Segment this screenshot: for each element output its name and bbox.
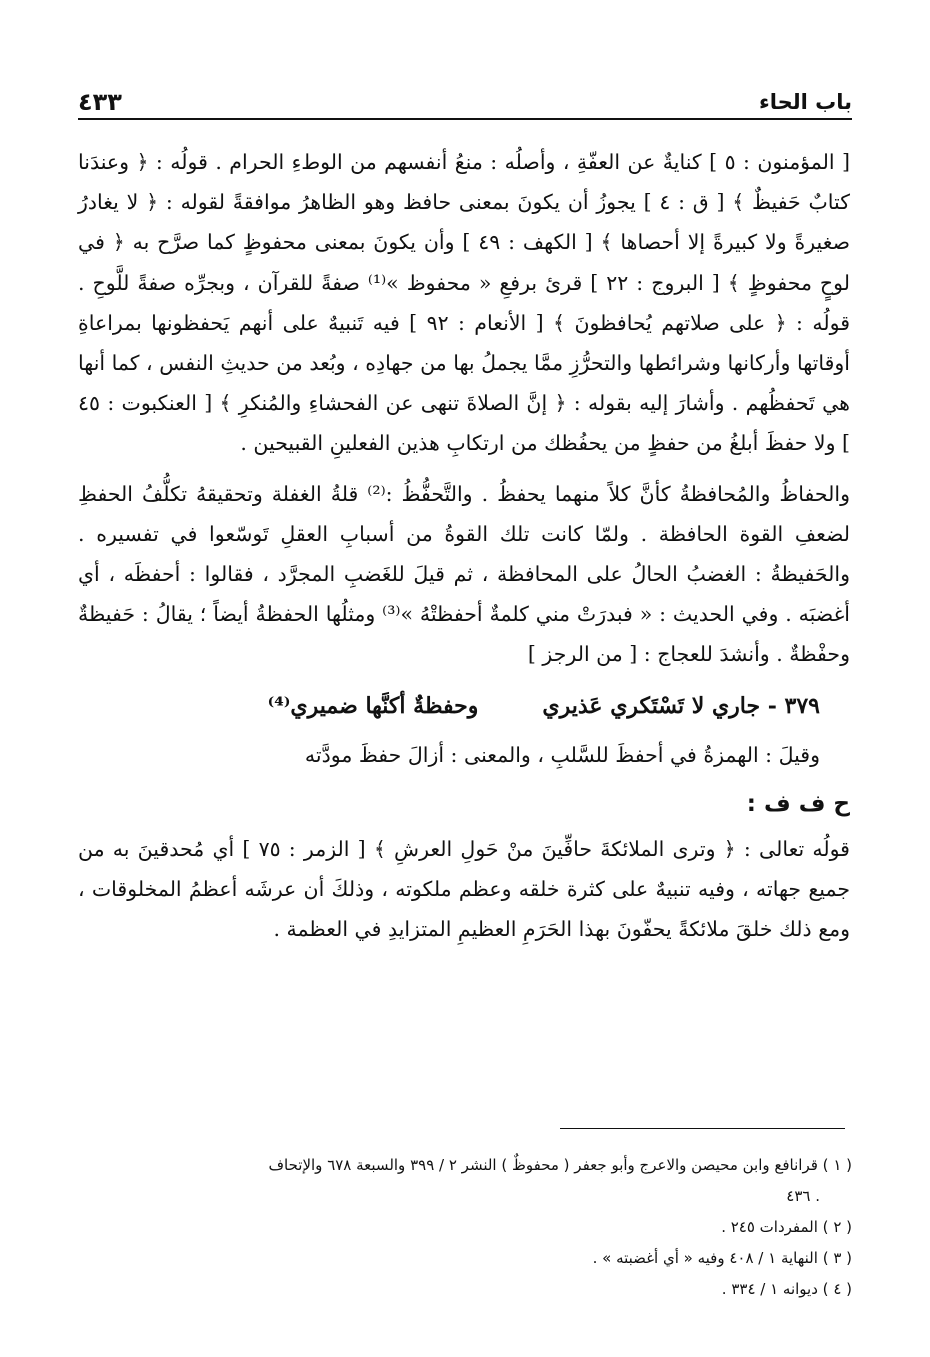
footnote-1-continuation: . ٤٣٦ [786, 1187, 820, 1205]
verse-second-hemistich: وحفظةٌ أكنَّها ضميري⁽⁴⁾ [267, 692, 479, 719]
verse-first-hemistich: ٣٧٩ - جاري لا تَسْتَكري عَذيري [542, 692, 820, 719]
page-number: ٤٣٣ [78, 88, 122, 116]
paragraph-3: قولُه تعالى : ﴿ وترى الملائكةَ حافِّينَ منْ حَولِ العرشِ ﴾ [ الزمر : ٧٥ ] أي مُحدقينَ به من جميع جهاته ، وفيه تنبيهٌ على كثرة خلقه وعظم ملكوته ، وذلكَ أن عرشَه أعظمُ المخلوقات ، ومع ذلك خلقَ ملائكةً يحفّونَ بهذا الحَرَمِ العظيمِ المتزايدِ في العظمة . [78, 836, 850, 942]
paragraph-1: [ المؤمنون : ٥ ] كنايةٌ عن العفّةِ ، وأصلُه : منعُ أنفسهم من الوطءِ الحرام . قولُه : ﴿ وعندَنا كتابٌ حَفيظٌ ﴾ [ ق : ٤ ] يجوزُ أن يكونَ بمعنى حافظ وهو الظاهرُ موافقةً لقوله : ﴿ لا يغادرُ صغيرةً ولا كبيرةً إلا أحصاها ﴾ [ الكهف : ٤٩ ] وأن يكونَ بمعنى محفوظٍ كما صرَّح به ﴿ في لوحٍ محفوظٍ ﴾ [ البروج : ٢٢ ] قرئ برفعِ « محفوظ »⁽¹⁾ صفةً للقرآن ، وبجرِّه صفةً للَّوحِ . قولُه : ﴿ على صلاتهم يُحافظونَ ﴾ [ الأنعام : ٩٢ ] فيه تَنبيهٌ على أنهم يَحفظونها بمراعاةِ أوقاتها وأركانها وشرائطها والتحرُّزِ ممَّا يجملُ بها من جهادِه ، وبُعد من حديثِ النفس ، كما أنها هي تَحفظُهم . وأشارَ إليه بقوله : ﴿ إنَّ الصلاةَ تنهى عن الفحشاءِ والمُنكرِ ﴾ [ العنكبوت : ٤٥ ] ولا حفظَ أبلغُ من حفظٍ من يحفُظك من ارتكابِ هذين الفعلينِ القبيحين . [78, 150, 851, 456]
footnotes [78, 1150, 852, 1305]
footnote-2: ( ٢ ) المفردات ٢٤٥ . [721, 1218, 852, 1236]
chapter-title: باب الحاء [758, 90, 852, 114]
poetry-verse [78, 683, 820, 729]
section-heading: ح ف ف : [746, 790, 850, 817]
paragraph-2: والحفاظُ والمُحافظةُ كأنَّ كلاً منهما يحفظُ . والتَّحفُّظُ :⁽²⁾ قلةُ الغفلة وتحقيقهُ تكلُّفُ الحفظِ لضعفِ القوة الحافظة . ولمّا كانت تلك القوةُ من أسبابِ العقلِ تَوسّعوا في تفسيره . والحَفيظةُ : الغضبُ الحالُ على المحافظة ، ثم قيلَ للغَضبِ المجرَّد ، فقالوا : أحفظَه ، أي أغضبَه . وفي الحديث : « فبدرَتْ مني كلمةٌ أحفظتْهُ »⁽³⁾ ومثلُها الحفظةُ أيضاً ؛ يقالُ : حَفيظةٌ وحفْظةٌ . وأنشدَ للعجاج : [ من الرجز ] [78, 481, 851, 667]
verse-comment: وقيلَ : الهمزةُ في أحفظَ للسَّلبِ ، والمعنى : أزالَ حفظَ مودَّته [304, 742, 820, 767]
footnote-3: ( ٣ ) النهاية ١ / ٤٠٨ وفيه « أي أغضبته » . [592, 1249, 852, 1267]
footnote-1: ( ١ ) قرانافع وابن محيصن والاعرج وأبو جعفر ( محفوظٌ ) النشر ٢ / ٣٩٩ والسبعة ٦٧٨ والإتحاف [268, 1156, 852, 1174]
footnote-divider [560, 1128, 845, 1129]
page-header [78, 78, 852, 120]
footnote-4: ( ٤ ) ديوانه ١ / ٣٣٤ . [721, 1280, 852, 1298]
main-text [78, 142, 850, 949]
